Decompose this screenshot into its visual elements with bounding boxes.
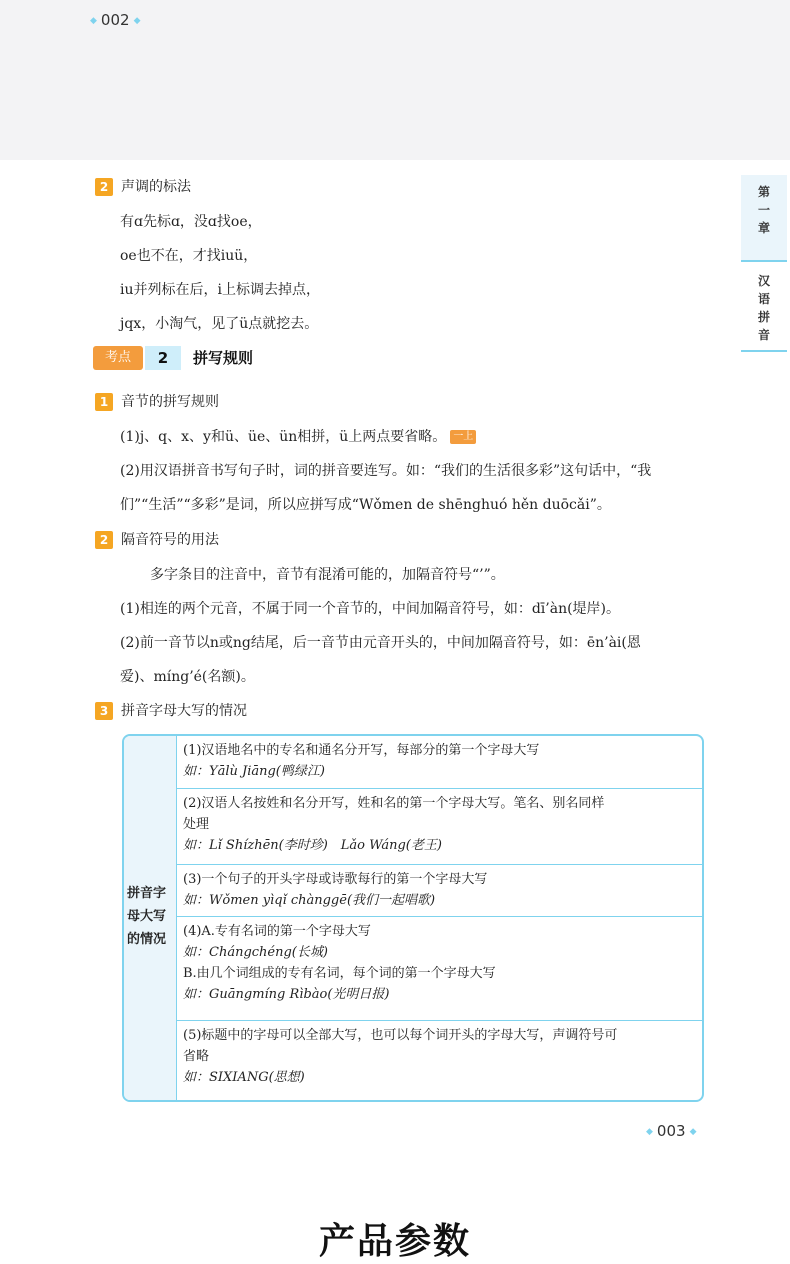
chapter-title: 汉 语 拼 音 (757, 274, 770, 342)
side-divider-bottom (741, 350, 787, 352)
grade-tag: 一上 (450, 430, 476, 444)
section-heading-syllable: 1 音节的拼写规则 (95, 391, 219, 411)
section-heading-tone: 2 声调的标法 (95, 176, 191, 196)
rule-line: 爱)、míng’é(名额)。 (120, 669, 255, 685)
rhyme-line: iu并列标在后，i上标调去掉点， (120, 282, 320, 298)
table-row: (5)标题中的字母可以全部大写，也可以每个词开头的字母大写，声调符号可 省略 如：SIXIANG(思想) (183, 1028, 618, 1085)
table-left-header: 拼音字 母大写 的情况 (124, 736, 177, 1100)
side-divider (741, 260, 787, 262)
bottom-title: 产品参数 (318, 1221, 471, 1262)
rule-line: (2)前一音节以n或ng结尾，后一音节由元音开头的，中间加隔音符号，如：ēn’ài(恩 (120, 635, 641, 651)
rule-line: (1)j、q、x、y和ü、üe、ün相拼，ü上两点要省略。 一上 (120, 426, 476, 446)
table-row: (1)汉语地名中的专名和通名分开写，每部分的第一个字母大写 如：Yālù Jiāng(鸭绿江) (177, 736, 702, 789)
table-row: (2)汉语人名按姓和名分开写，姓和名的第一个字母大写。笔名、别名同样 处理 如：Lǐ Shízhēn(李时珍) Lǎo Wáng(老王) (177, 789, 702, 865)
section-heading-capital: 3 拼音字母大写的情况 (95, 700, 247, 720)
table-row: (4)A.专有名词的第一个字母大写 如：Chángchéng(长城) B.由几个词组成的专有名词，每个词的第一个字母大写 如：Guāngmíng Rìbào(光明日报) (177, 917, 702, 1021)
rule-line: (2)用汉语拼音书写句子时，词的拼音要连写。如：“我们的生活很多彩”这句话中，“我 (120, 463, 652, 479)
table-row: (3)一个句子的开头字母或诗歌每行的第一个字母大写 如：Wǒmen yìqǐ chànggē(我们一起唱歌) (177, 865, 702, 917)
page-number-right: ◆ 003 ◆ (646, 1122, 697, 1140)
capitalization-table (122, 734, 704, 1102)
rhyme-line: oe也不在，才找iuü， (120, 248, 258, 264)
rule-line: 多字条目的注音中，音节有混淆可能的，加隔音符号“’”。 (150, 567, 505, 583)
chapter-tab: 第 一 章 (741, 175, 787, 261)
rhyme-line: jqx，小淘气，见了ü点就挖去。 (120, 316, 319, 332)
section-heading-separator: 2 隔音符号的用法 (95, 529, 219, 549)
page-number-left: ◆ 002 ◆ (90, 11, 141, 29)
rhyme-line: 有ɑ先标ɑ，没ɑ找oe， (120, 214, 262, 230)
rule-line: (1)相连的两个元音，不属于同一个音节的，中间加隔音符号，如：dī’àn(堤岸)。 (120, 601, 621, 617)
rule-line: 们”“生活”“多彩”是词，所以应拼写成“Wǒmen de shēnghuó hěn duōcǎi”。 (120, 497, 611, 513)
